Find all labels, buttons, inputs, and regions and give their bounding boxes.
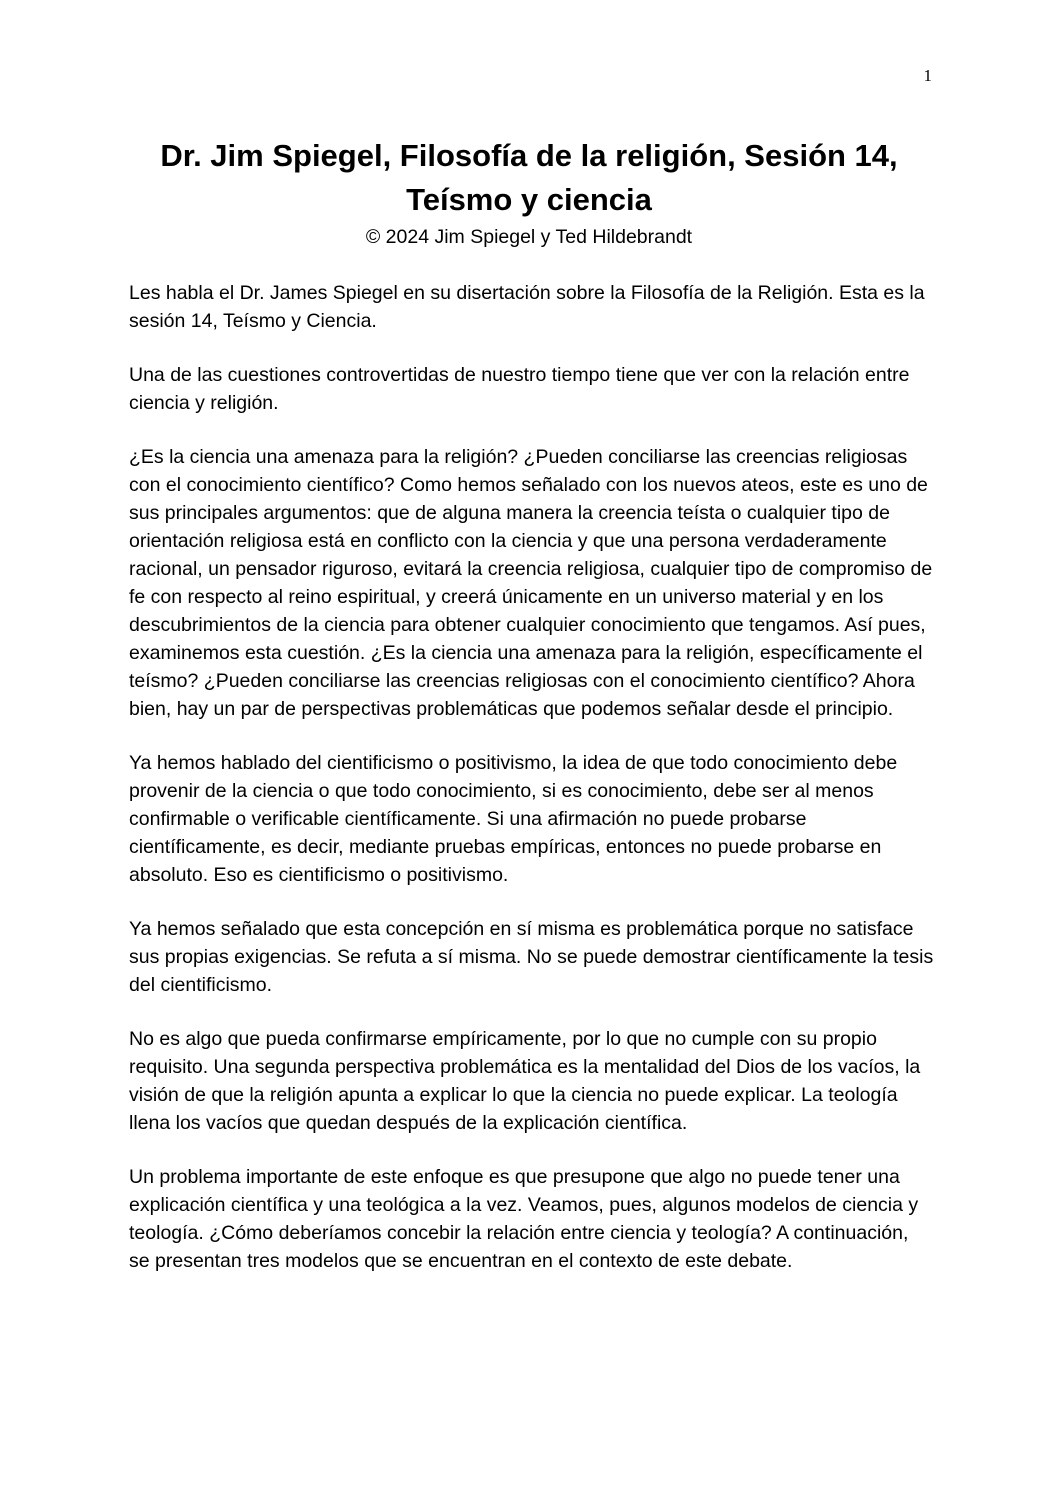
paragraph: Ya hemos hablado del cientificismo o positivismo, la idea de que todo conocimiento debe provenir de la ciencia o que todo conocimiento, si es conocimiento, debe ser al menos confirmable o verificable científicamente. Si una afirmación no puede probarse científicamente, es decir, mediante pruebas empíricas, entonces no puede probarse en absoluto. Eso es cientificismo o positivismo. bbox=[129, 752, 898, 886]
page-title bbox=[110, 134, 948, 222]
title-line-2: Teísmo y ciencia bbox=[406, 182, 652, 217]
paragraph: Una de las cuestiones controvertidas de nuestro tiempo tiene que ver con la relación entre ciencia y religión. bbox=[129, 364, 910, 414]
copyright-notice: © 2024 Jim Spiegel y Ted Hildebrandt bbox=[365, 226, 693, 248]
paragraph: ¿Es la ciencia una amenaza para la religión? ¿Pueden conciliarse las creencias religiosas con el conocimiento científico? Como hemos señalado con los nuevos ateos, este es uno de sus principales argumentos: que de alguna manera la creencia teísta o cualquier tipo de orientación religiosa está en conflicto con la ciencia y que una persona verdaderamente racional, un pensador riguroso, evitará la creencia religiosa, cualquier tipo de compromiso de fe con respecto al reino espiritual, y creerá únicamente en un universo material y en los descubrimientos de la ciencia para obtener cualquier conocimiento que tengamos. Así pues, examinemos esta cuestión. ¿Es la ciencia una amenaza para la religión, específicamente el teísmo? ¿Pueden conciliarse las creencias religiosas con el conocimiento científico? Ahora bien, hay un par de perspectivas problemáticas que podemos señalar desde el principio. bbox=[129, 446, 933, 720]
title-line-1: Dr. Jim Spiegel, Filosofía de la religión, Sesión 14, bbox=[160, 138, 898, 173]
document-body bbox=[129, 279, 934, 1301]
paragraph: Un problema importante de este enfoque es que presupone que algo no puede tener una explicación científica y una teológica a la vez. Veamos, pues, algunos modelos de ciencia y teología. ¿Cómo deberíamos concebir la relación entre ciencia y teología? A continuación, se presentan tres modelos que se encuentran en el contexto de este debate. bbox=[129, 1166, 919, 1272]
paragraph: No es algo que pueda confirmarse empíricamente, por lo que no cumple con su propio requisito. Una segunda perspectiva problemática es la mentalidad del Dios de los vacíos, la visión de que la religión apunta a explicar lo que la ciencia no puede explicar. La teología llena los vacíos que quedan después de la explicación científica. bbox=[129, 1028, 921, 1134]
paragraph: Les habla el Dr. James Spiegel en su disertación sobre la Filosofía de la Religión. Esta es la sesión 14, Teísmo y Ciencia. bbox=[129, 282, 925, 332]
paragraph: Ya hemos señalado que esta concepción en sí misma es problemática porque no satisface sus propias exigencias. Se refuta a sí misma. No se puede demostrar científicamente la tesis del cientificismo. bbox=[129, 918, 934, 996]
page-number: 1 bbox=[923, 66, 932, 85]
